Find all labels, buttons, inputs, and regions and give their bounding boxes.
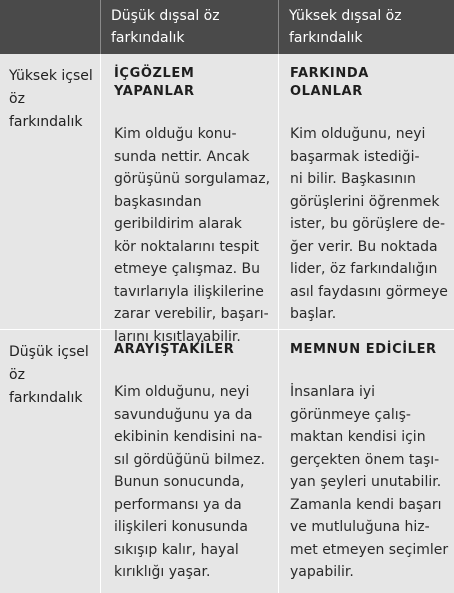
text-line: Kim olduğu konu- [114,126,237,142]
text-line: Kim olduğunu, neyi [290,126,426,142]
text-line: Zamanla kendi başarı [290,496,442,513]
text-line: kırıklığı yaşar. [114,564,211,580]
row-label-high-internal: Yüksek içsel öz farkındalık [0,54,101,329]
text-line: tavırlarıyla ilişkilerine [114,283,264,300]
text-line: görüşlerini öğrenmek [290,193,440,210]
quadrant-pleasers [279,329,454,593]
text-line: etmeye çalışmaz. Bu [114,261,260,277]
text-line: ilişkileri konusunda [114,519,248,535]
text-line: kör noktalarını tespit [114,238,259,255]
text-line: gerçekten önem taşı- [290,451,440,468]
text-line: met etmeyen seçimler [290,541,449,558]
text-line: ister, bu görüşlere de- [290,216,446,232]
text-line: ni bilir. Başkasının [290,171,416,187]
quadrant-text [114,381,268,584]
text-line: başarmak istediği- [290,148,420,165]
text-line: yan şeyleri unutabilir. [290,474,442,490]
text-line: maktan kendisi için [290,429,426,445]
text-line: savunduğunu ya da [114,406,253,423]
quadrant-title: ARAYIŞTAKİLER [114,342,235,357]
header-corner [0,0,101,54]
text-line: larını kısıtlayabilir. [114,328,241,345]
text-line: ve mutluluğuna hiz- [290,519,430,535]
text-line: sıkışıp kalır, hayal [114,541,239,558]
quadrant-text [290,123,448,326]
text-line: Kim olduğunu, neyi [114,384,250,400]
text-line: ekibinin kendisini na- [114,429,263,445]
text-line: başlar. [290,306,337,322]
text-line: asıl faydasını görmeye [290,283,448,300]
quadrant-title: FARKINDA OLANLAR [290,66,369,99]
text-line: performansı ya da [114,496,242,513]
text-line: İnsanlara iyi [290,384,376,400]
text-line: geribildirim alarak [114,216,242,232]
text-line: zarar verebilir, başarı- [114,306,269,322]
quadrant-text [114,123,271,348]
text-line: görüşünü sorgulamaz, [114,171,271,187]
text-line: sunda nettir. Ancak [114,148,250,165]
quadrant-title: İÇGÖZLEM YAPANLAR [114,66,195,99]
text-line: yapabilir. [290,564,354,580]
quadrant-title: MEMNUN EDİCİLER [290,342,437,357]
text-line: görünmeye çalış- [290,406,411,423]
text-line: ğer verir. Bu noktada [290,238,438,255]
quadrant-introspectors [101,54,279,345]
quadrant-seekers [101,329,279,593]
quadrant-text [290,381,449,584]
quadrant-aware [279,54,454,329]
row-label-low-internal: Düşük içsel öz farkındalık [0,329,101,593]
text-line: lider, öz farkındalığın [290,261,438,277]
header-high-external: Yüksek dışsal öz farkındalık [279,0,454,54]
text-line: başkasından [114,193,202,210]
text-line: Bunun sonucunda, [114,474,245,490]
header-low-external: Düşük dışsal öz farkındalık [101,0,279,54]
text-line: sıl gördüğünü bilmez. [114,451,265,468]
